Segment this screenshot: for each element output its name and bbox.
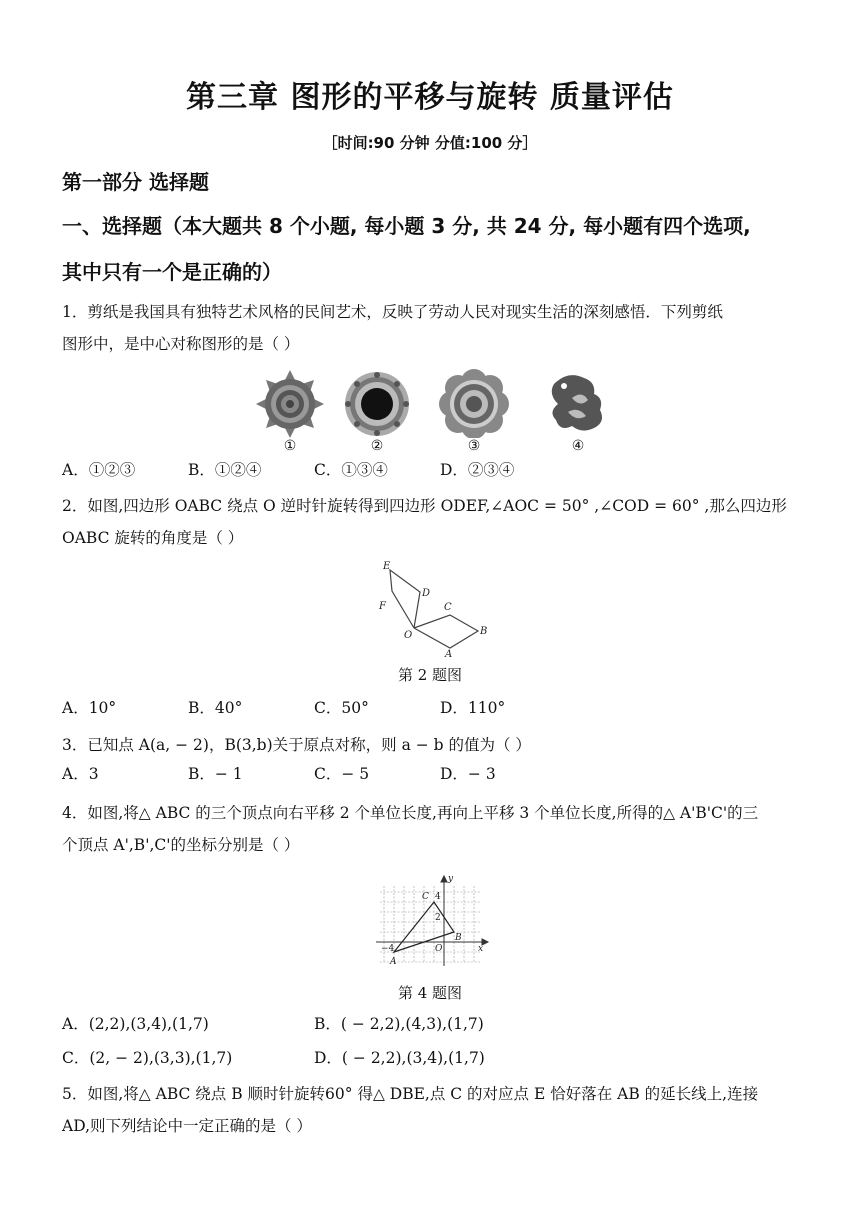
q4-label-o: O (435, 944, 443, 954)
q3-stem-line1: 3．已知点 A(a, − 2)，B(3,b)关于原点对称，则 a − b 的值为（ ） (62, 736, 531, 754)
q1-options (62, 458, 822, 490)
q4-options-row1 (62, 1012, 822, 1044)
q2-point-f: F (379, 601, 386, 612)
q2-point-b: B (480, 626, 488, 637)
q2-point-c: C (444, 602, 452, 613)
q4-grid-figure (374, 872, 490, 972)
section-heading-line2: 其中只有一个是正确的） (62, 260, 282, 284)
q1-papercut-figures (250, 368, 620, 438)
q1-figure-label-3: ③ (467, 438, 481, 454)
q2-option-a[interactable]: A．10° (62, 699, 117, 717)
q4-caption: 第 4 题图 (397, 984, 463, 1002)
q4-stem-line2: 个顶点 A',B',C'的坐标分别是（ ） (62, 836, 300, 854)
q1-figure-label-1: ① (283, 438, 297, 454)
q2-options (62, 696, 822, 728)
q1-stem-line2: 图形中，是中心对称图形的是（ ） (62, 335, 300, 353)
q4-option-c[interactable]: C．(2, − 2),(3,3),(1,7) (62, 1049, 233, 1067)
part-heading: 第一部分 选择题 (62, 170, 209, 194)
q1-option-a[interactable]: A．①②③ (62, 461, 136, 479)
q3-option-c[interactable]: C．− 5 (314, 765, 370, 783)
q2-stem-line2: OABC 旋转的角度是（ ） (62, 529, 244, 547)
q4-label-4: 4 (435, 892, 441, 902)
q3-options (62, 762, 822, 794)
q2-rotation-figure (370, 558, 500, 658)
q2-option-c[interactable]: C．50° (314, 699, 369, 717)
q3-option-d[interactable]: D．− 3 (440, 765, 496, 783)
q3-option-b[interactable]: B．− 1 (188, 765, 243, 783)
q2-stem-line1: 2．如图,四边形 OABC 绕点 O 逆时针旋转得到四边形 ODEF,∠AOC = 50° ,∠COD = 60° ,那么四边形 (62, 497, 787, 515)
page-title: 第三章 图形的平移与旋转 质量评估 (186, 80, 674, 115)
q2-point-a: A (445, 649, 453, 658)
papercut-mandala-1 (256, 370, 324, 438)
q1-option-c[interactable]: C．①③④ (314, 461, 388, 479)
q1-figure-label-4: ④ (571, 438, 585, 454)
q2-point-d: D (422, 588, 431, 599)
q1-stem-line1: 1．剪纸是我国具有独特艺术风格的民间艺术，反映了劳动人民对现实生活的深刻感悟．下列剪纸 (62, 303, 723, 321)
q2-point-e: E (383, 561, 391, 572)
q4-stem-line1: 4．如图,将△ ABC 的三个顶点向右平移 2 个单位长度,再向上平移 3 个单位长度,所得的△ A'B'C'的三 (62, 804, 759, 822)
q4-label-neg4: −4 (381, 944, 395, 954)
section-heading-line1: 一、选择题（本大题共 8 个小题, 每小题 3 分, 共 24 分, 每小题有四个选项, (62, 214, 751, 238)
papercut-dragon-4 (552, 375, 602, 430)
q4-option-a[interactable]: A．(2,2),(3,4),(1,7) (62, 1015, 209, 1033)
q4-label-y: y (448, 874, 454, 884)
q4-option-b[interactable]: B．( − 2,2),(4,3),(1,7) (314, 1015, 484, 1033)
q4-options-row2 (62, 1046, 822, 1078)
q4-label-2: 2 (435, 913, 441, 923)
papercut-mandala-2 (345, 372, 409, 436)
time-score-info: ［时间:90 分钟 分值:100 分］ (322, 134, 538, 152)
q2-option-b[interactable]: B．40° (188, 699, 243, 717)
q5-stem-line2: AD,则下列结论中一定正确的是（ ） (62, 1117, 312, 1135)
q4-label-a: A (390, 957, 397, 967)
q3-option-a[interactable]: A．3 (62, 765, 99, 783)
q2-point-o: O (404, 630, 413, 641)
q4-label-b: B (455, 933, 462, 943)
q1-option-b[interactable]: B．①②④ (188, 461, 262, 479)
q2-caption: 第 2 题图 (397, 666, 463, 684)
q4-option-d[interactable]: D．( − 2,2),(3,4),(1,7) (314, 1049, 485, 1067)
q1-figure-label-2: ② (370, 438, 384, 454)
q1-option-d[interactable]: D．②③④ (440, 461, 515, 479)
q4-label-c: C (422, 892, 429, 902)
q2-option-d[interactable]: D．110° (440, 699, 506, 717)
q4-label-x: x (478, 944, 484, 954)
papercut-mandala-3 (439, 369, 509, 438)
q5-stem-line1: 5．如图,将△ ABC 绕点 B 顺时针旋转60° 得△ DBE,点 C 的对应点 E 恰好落在 AB 的延长线上,连接 (62, 1085, 759, 1103)
